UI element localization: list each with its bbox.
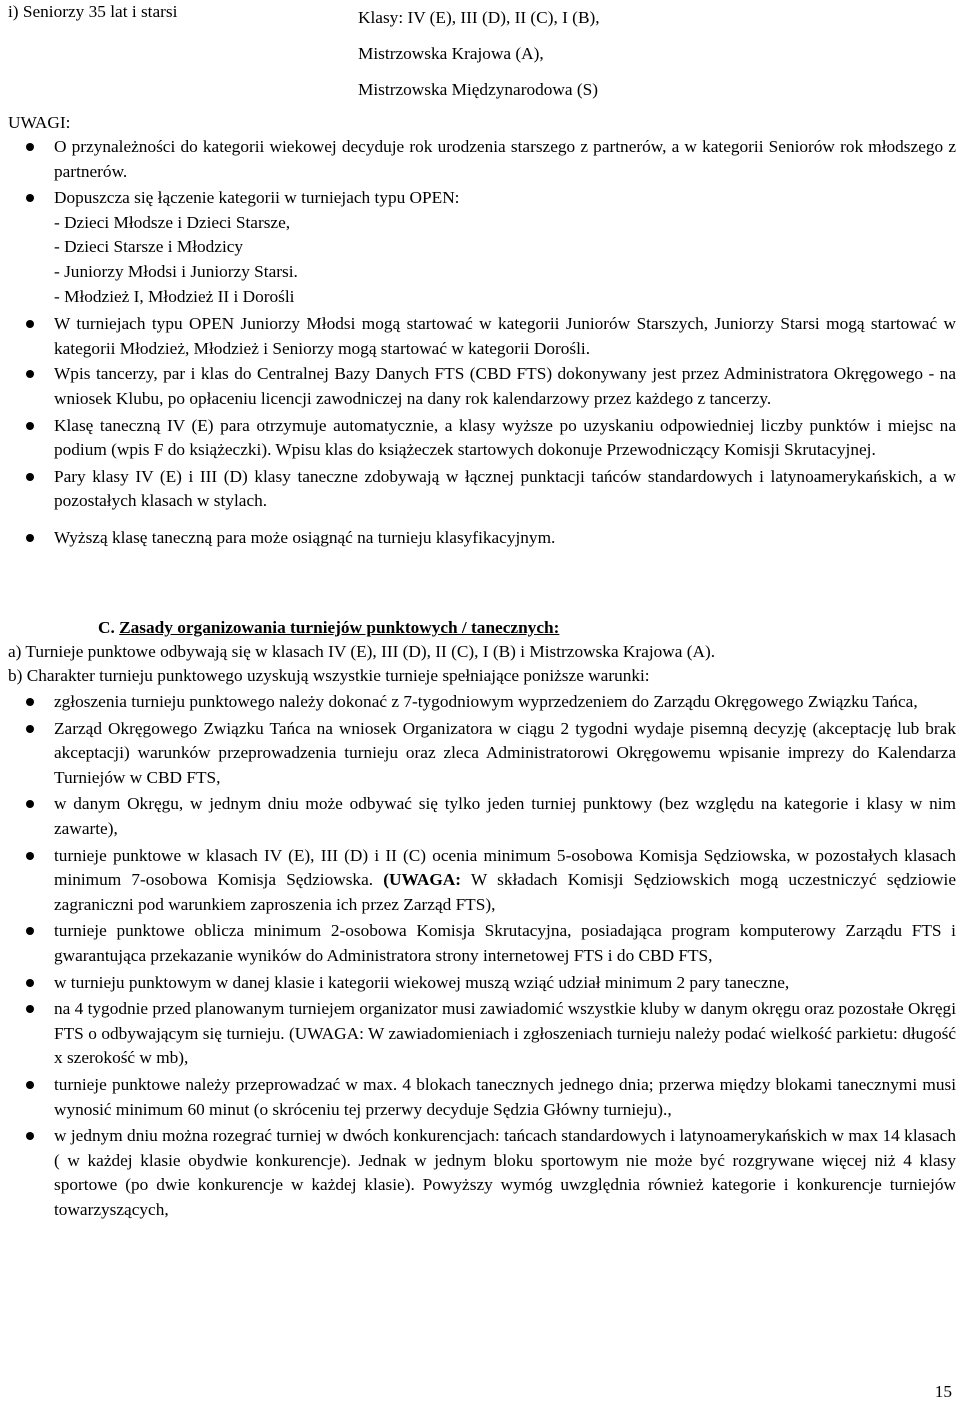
list-item xyxy=(26,997,956,1071)
bullet-icon xyxy=(26,194,34,202)
bullet-icon xyxy=(26,1005,34,1013)
list-item-text: na 4 tygodnie przed planowanym turniejem organizator musi zawiadomić wszystkie kluby w danym okręgu oraz pozostałe Okręgi FTS o odbywającym się turnieju. (UWAGA: W zawiadomieniach i zgłoszeniach turnieju należy podać wielkość parkietu: długość x szerokość w mb), xyxy=(54,999,956,1068)
list-item xyxy=(26,526,956,551)
bullet-icon xyxy=(26,698,34,706)
list-item xyxy=(26,844,956,918)
list-item-text: turnieje punktowe oblicza minimum 2-osobowa Komisja Skrutacyjna, posiadająca program komputerowy Zarządu FTS i gwarantująca przekazanie wyników do Administratora strony internetowej FTS i do CBD FTS, xyxy=(54,921,956,965)
list-item xyxy=(26,1073,956,1122)
list-item-text: Dopuszcza się łączenie kategorii w turniejach typu OPEN: xyxy=(54,188,460,208)
category-classes xyxy=(358,0,600,108)
list-item-text: Zarząd Okręgowego Związku Tańca na wniosek Organizatora w ciągu 2 tygodni wydaje pisemną decyzję (akceptację lub brak akceptacji) warunków przeprowadzenia turnieju oraz zleca Administratorowi Okręgowemu wpisanie imprezy do Kalendarza Turniejów w CBD FTS, xyxy=(54,718,956,787)
list-item-text: turnieje punktowe należy przeprowadzać w max. 4 blokach tanecznych jednego dnia; przerwa między blokami tanecznymi musi wynosić minimum 60 minut (o skróceniu tej przerwy decyduje Sędzia Główny turnieju)., xyxy=(54,1074,956,1119)
section-c-title: Zasady organizowania turniejów punktowych / tanecznych: xyxy=(119,618,560,637)
bullet-icon xyxy=(26,1132,34,1140)
class-line: Mistrzowska Międzynarodowa (S) xyxy=(358,80,598,99)
uwagi-list xyxy=(26,135,956,551)
sub-item: - Dzieci Starsze i Młodzicy xyxy=(54,237,244,257)
list-item-text: w turnieju punktowym w danej klasie i kategorii wiekowej muszą wziąć udział minimum 2 pary taneczne, xyxy=(54,972,790,992)
point-a: a) Turnieje punktowe odbywają się w klasach IV (E), III (D), II (C), I (B) i Mistrzowska Krajowa (A). xyxy=(8,642,716,661)
section-c-prefix: C. xyxy=(98,618,115,637)
sub-item: - Juniorzy Młodsi i Juniorzy Starsi. xyxy=(54,261,298,281)
bullet-icon xyxy=(26,927,34,935)
list-item xyxy=(26,135,956,184)
list-item-text: zgłoszenia turnieju punktowego należy dokonać z 7-tygodniowym wyprzedzeniem do Zarządu Okręgowego Związku Tańca, xyxy=(54,692,918,711)
bullet-icon xyxy=(26,979,34,987)
bullet-icon xyxy=(26,534,34,542)
bullet-icon xyxy=(26,143,34,151)
list-item xyxy=(26,186,956,309)
list-item xyxy=(26,414,956,463)
bullet-icon xyxy=(26,473,34,481)
section-c-heading xyxy=(98,616,559,640)
bullet-icon xyxy=(26,725,34,733)
sub-item: - Dzieci Młodsze i Dzieci Starsze, xyxy=(54,212,291,232)
list-item xyxy=(26,792,956,841)
uwagi-title: UWAGI: xyxy=(8,113,71,132)
list-item-text: Klasę taneczną IV (E) para otrzymuje automatycznie, a klasy wyższe po uzyskaniu odpowiedniej liczby punktów i miejsc na podium (wpis F do książeczki). Wpisu klas do książeczek startowych dokonuje Przewodniczący Komisji Skrutacyjnej. xyxy=(54,415,956,460)
list-item-text: W turniejach typu OPEN Juniorzy Młodsi mogą startować w kategorii Juniorów Starszych, Juniorzy Starsi mogą startować w kategorii Młodzież, Młodzież i Seniorzy mogą startować w kategorii Dorośli. xyxy=(54,314,956,358)
list-item-tail: W składach Komisji Sędziowskich mogą uczestniczyć sędziowie zagraniczni pod warunkiem zaproszenia ich przez Zarząd FTS), xyxy=(54,870,956,914)
category-label: i) Seniorzy 35 lat i starsi xyxy=(8,2,178,21)
list-item-text: turnieje punktowe w klasach IV (E), III (D) i II (C) ocenia minimum 5-osobowa Komisja Sędziowska, w pozostałych klasach minimum 7-osobowa Komisja Sędziowska. xyxy=(54,845,956,890)
list-item xyxy=(26,919,956,968)
list-item xyxy=(26,717,956,791)
list-item-text: O przynależności do kategorii wiekowej decyduje rok urodzenia starszego z partnerów, a w kategorii Seniorów rok młodszego z partnerów. xyxy=(54,137,956,181)
sub-item: - Młodzież I, Młodzież II i Dorośli xyxy=(54,286,295,306)
bullet-icon xyxy=(26,370,34,378)
list-item-text: w jednym dniu można rozegrać turniej w dwóch konkurencjach: tańcach standardowych i latynoamerykańskich w max 14 klasach ( w każdej klasie obydwie konkurencje). Jednak w jednym bloku sportowym nie może być rozgrywane więcej niż 4 klasy sportowe (po dwie konkurencje w każdej klasie). Powyższy wymóg uwzględnia również kategorie i konkurencje turniejów towarzyszących, xyxy=(54,1126,956,1219)
list-item xyxy=(26,971,956,996)
bullet-icon xyxy=(26,422,34,430)
list-item-text: Wyższą klasę taneczną para może osiągnąć na turnieju klasyfikacyjnym. xyxy=(54,527,556,547)
bullet-icon xyxy=(26,852,34,860)
uwaga-label: (UWAGA: xyxy=(383,870,462,890)
list-item xyxy=(26,1124,956,1222)
list-item xyxy=(26,690,956,715)
class-line: Klasy: IV (E), III (D), II (C), I (B), xyxy=(358,8,600,27)
conditions-list xyxy=(26,690,956,1222)
bullet-icon xyxy=(26,320,34,328)
bullet-icon xyxy=(26,1081,34,1089)
page-number: 15 xyxy=(934,1382,952,1401)
list-item xyxy=(26,312,956,361)
point-b: b) Charakter turnieju punktowego uzyskują wszystkie turnieje spełniające poniższe warunki: xyxy=(8,666,650,685)
class-line: Mistrzowska Krajowa (A), xyxy=(358,44,544,63)
list-item-text: Wpis tancerzy, par i klas do Centralnej Bazy Danych FTS (CBD FTS) dokonywany jest przez Administratora Okręgowego - na wniosek Klubu, po opłaceniu licencji zawodniczej na dany rok kalendarzowy przez każdego z tancerzy. xyxy=(54,364,956,408)
list-item-text: Pary klasy IV (E) i III (D) klasy taneczne zdobywają w łącznej punktacji tańców standardowych i latynoamerykańskich, a w pozostałych klasach w stylach. xyxy=(54,466,956,511)
bullet-icon xyxy=(26,800,34,808)
list-item-text: w danym Okręgu, w jednym dniu może odbywać się tylko jeden turniej punktowy (bez względu na kategorie i klasy w nim zawarte), xyxy=(54,794,956,838)
list-item xyxy=(26,362,956,411)
list-item xyxy=(26,465,956,514)
